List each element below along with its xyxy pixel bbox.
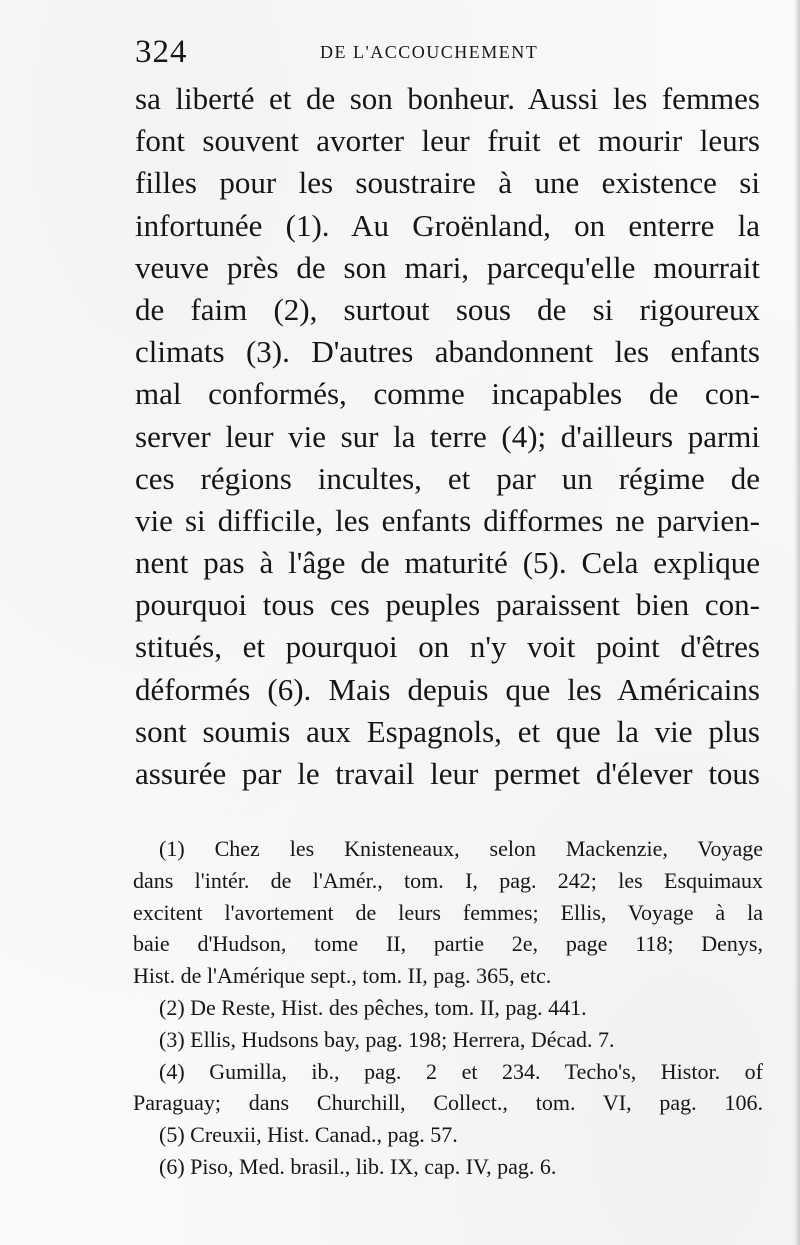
text-line: sa liberté et de son bonheur. Aussi les femmes xyxy=(135,81,760,116)
footnote-1-line: (1) Chez les Knisteneaux, selon Mackenzie, Voyage xyxy=(159,836,763,861)
footnote-1-line: dans l'intér. de l'Amér., tom. I, pag. 242; les Esquimaux xyxy=(133,867,763,893)
text-line: nent pas à l'âge de maturité (5). Cela explique xyxy=(135,545,760,581)
text-line: déformés (6). Mais depuis que les Américains xyxy=(135,671,760,707)
text-line: mal conformés, comme incapables de con- xyxy=(135,376,760,412)
text-line: climats (3). D'autres abandonnent les enfants xyxy=(135,334,760,370)
text-line: stitués, et pourquoi on n'y voit point d'êtres xyxy=(135,629,760,665)
text-line: veuve près de son mari, parcequ'elle mourrait xyxy=(135,249,760,285)
text-line: sont soumis aux Espagnols, et que la vie plus xyxy=(135,713,760,749)
footnote-2: (2) De Reste, Hist. des pêches, tom. II, pag. 441. xyxy=(159,994,587,1020)
running-head: DE L'ACCOUCHEMENT xyxy=(320,42,539,62)
footnote-1-line: Hist. de l'Amérique sept., tom. II, pag. 365, etc. xyxy=(133,963,552,989)
footnote-5: (5) Creuxii, Hist. Canad., pag. 57. xyxy=(159,1122,458,1148)
page-number: 324 xyxy=(135,34,188,70)
text-line: ces régions incultes, et par un régime de xyxy=(135,460,760,496)
footnote-3: (3) Ellis, Hudsons bay, pag. 198; Herrera, Décad. 7. xyxy=(159,1026,615,1052)
footnote-1-line: excitent l'avortement de leurs femmes; Ellis, Voyage à la xyxy=(133,899,763,925)
footnote-4-line: (4) Gumilla, ib., pag. 2 et 234. Techo's, Histor. of xyxy=(159,1058,763,1084)
text-line: de faim (2), surtout sous de si rigoureux xyxy=(135,291,760,327)
main-text xyxy=(135,78,760,795)
text-line: vie si difficile, les enfants difformes ne parvien- xyxy=(135,502,760,538)
text-line: server leur vie sur la terre (4); d'ailleurs parmi xyxy=(135,418,760,454)
footnote-6: (6) Piso, Med. brasil., lib. IX, cap. IV, pag. 6. xyxy=(159,1153,557,1179)
text-line: infortunée (1). Au Groënland, on enterre la xyxy=(135,207,760,243)
footnotes xyxy=(133,833,763,1183)
text-line: font souvent avorter leur fruit et mourir leurs xyxy=(135,123,760,159)
text-line: filles pour les soustraire à une existence si xyxy=(135,165,760,201)
footnote-4-line: Paraguay; dans Churchill, Collect., tom. VI, pag. 106. xyxy=(133,1090,763,1116)
footnote-1-line: baie d'Hudson, tome II, partie 2e, page 118; Denys, xyxy=(133,931,763,957)
text-line: assurée par le travail leur permet d'élever tous xyxy=(135,756,760,791)
page-header xyxy=(135,32,755,72)
page-edge-shadow xyxy=(794,0,800,1245)
text-line: pourquoi tous ces peuples paraissent bien con- xyxy=(135,587,760,623)
